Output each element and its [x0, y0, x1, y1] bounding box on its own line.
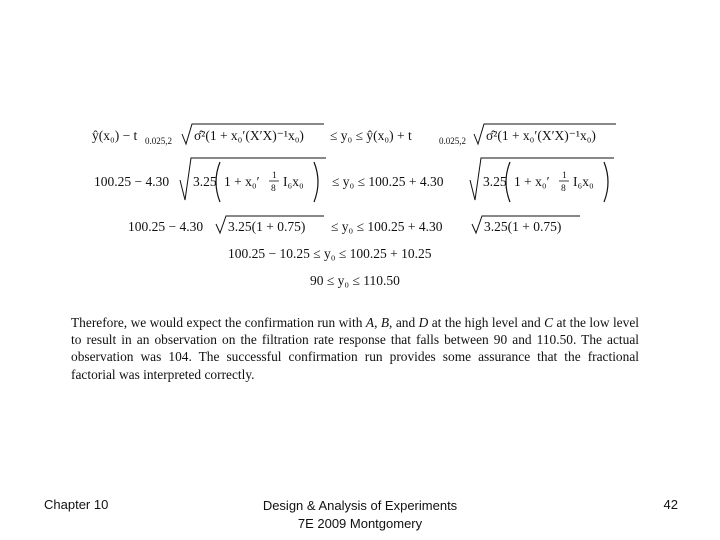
factor-b: B — [380, 315, 390, 330]
eq5: 90 ≤ y₀ ≤ 110.50 — [310, 273, 400, 288]
eq1-lhs-radicand: σ̂²(1 + x₀′(X′X)⁻¹x₀) — [194, 128, 304, 143]
eq2-rhs-tail: I₆x₀ — [573, 174, 594, 189]
page-number: 42 — [663, 497, 678, 512]
eq2-rhs-left-paren — [506, 162, 510, 202]
confidence-interval-equations — [88, 120, 648, 300]
footer-chapter: Chapter 10 — [44, 497, 109, 512]
eq4: 100.25 − 10.25 ≤ y₀ ≤ 100.25 + 10.25 — [228, 246, 432, 261]
eq2-lhs-tail: I₆x₀ — [283, 174, 304, 189]
eq2-lhs-right-paren — [314, 162, 318, 202]
factor-d: D — [418, 315, 429, 330]
eq1-mid: ≤ y₀ ≤ ŷ(x₀) + t — [330, 128, 412, 143]
eq2-lhs-frac-den: 8 — [271, 184, 276, 194]
eq2-rhs-right-paren — [604, 162, 608, 202]
eq2-lhs: 100.25 − 4.30 — [94, 174, 170, 189]
eq2-rhs-frac-den: 8 — [561, 184, 566, 194]
eq2-rhs-inner: 1 + x₀′ — [514, 174, 550, 189]
footer-title — [210, 497, 510, 533]
eq1-rhs-radicand: σ̂²(1 + x₀′(X′X)⁻¹x₀) — [486, 128, 596, 143]
eq3-mid: ≤ y₀ ≤ 100.25 + 4.30 — [331, 219, 443, 234]
footer-title-line1: Design & Analysis of Experiments — [262, 498, 458, 513]
eq3-lhs-radicand: 3.25(1 + 0.75) — [228, 219, 306, 234]
eq1-lhs: ŷ(x₀) − t — [92, 128, 138, 143]
eq2-rhs-frac-num: 1 — [562, 171, 567, 181]
eq2-lhs-inner: 1 + x₀′ — [224, 174, 260, 189]
factor-c: C — [544, 315, 554, 330]
footer-title-line2: 7E 2009 Montgomery — [297, 516, 423, 531]
eq2-lhs-left-paren — [216, 162, 220, 202]
eq2-rhs-coef: 3.25 — [483, 174, 507, 189]
explanation-paragraph: Therefore, we would expect the confirmation run with A, B, and D at the high level and C at the low level to result in an observation on the filtration rate response that falls between 90 and 110.50. The actual observation was 104. The successful confirmation run provides some assurance that the fractional factorial was interpreted correctly. — [71, 315, 639, 382]
factor-a: A — [365, 315, 375, 330]
equation-drawing — [88, 120, 648, 300]
eq1-lhs-sub: 0.025,2 — [145, 136, 172, 146]
eq2-lhs-coef: 3.25 — [193, 174, 217, 189]
eq3-lhs: 100.25 − 4.30 — [128, 219, 204, 234]
eq3-rhs-radicand: 3.25(1 + 0.75) — [484, 219, 562, 234]
eq2-mid: ≤ y₀ ≤ 100.25 + 4.30 — [332, 174, 444, 189]
eq2-lhs-frac-num: 1 — [272, 171, 277, 181]
eq1-rhs-sub: 0.025,2 — [439, 136, 466, 146]
